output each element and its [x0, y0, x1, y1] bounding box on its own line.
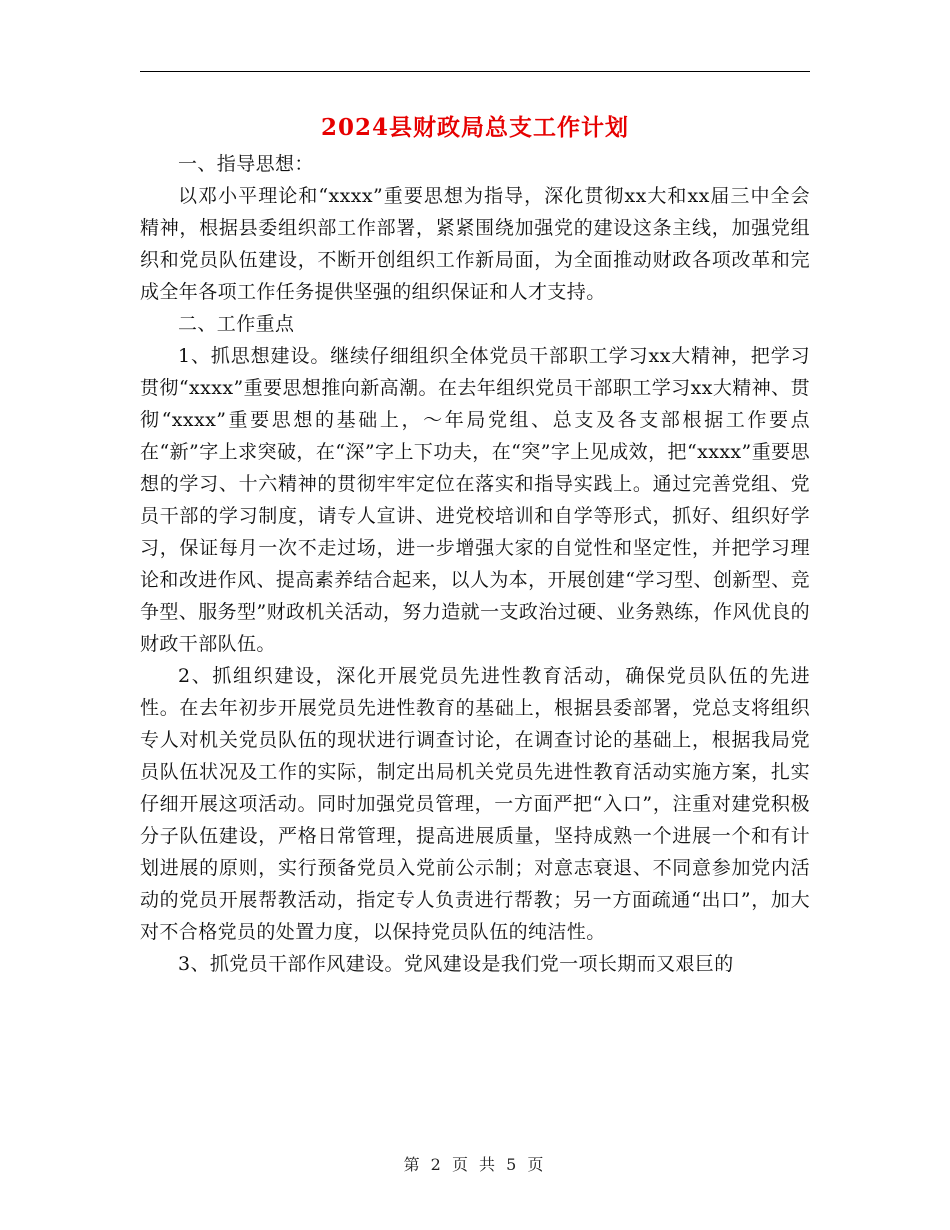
section-heading-guiding-ideology: 一、指导思想：: [178, 153, 314, 175]
header-rule: [140, 71, 810, 72]
paragraph-guiding-ideology: 以邓小平理论和“xxxx”重要思想为指导，深化贯彻xx大和xx届三中全会精神，根据县委组织部工作部署，紧紧围绕加强党的建设这条主线，加强党组织和党员队伍建设，不断开创组织工作新局面，为全面推动财政各项改革和完成全年各项工作任务提供坚强的组织保证和人才支持。: [140, 185, 810, 303]
document-title: 2024县财政局总支工作计划: [320, 114, 629, 141]
page-footer: 第 2 页 共 5 页: [403, 1155, 547, 1174]
document-body: [140, 148, 810, 980]
paragraph-work-style-building: 3、抓党员干部作风建设。党风建设是我们党一项长期而又艰巨的: [178, 953, 734, 975]
paragraph-ideological-building: 1、抓思想建设。继续仔细组织全体党员干部职工学习xx大精神，把学习贯彻“xxxx”重要思想推向新高潮。在去年组织党员干部职工学习xx大精神、贯彻“xxxx”重要思想的基础上，～年局党组、总支及各支部根据工作要点在“新”字上求突破，在“深”字上下功夫，在“突”字上见成效，把“xxxx”重要思想的学习、十六精神的贯彻牢牢定位在落实和指导实践上。通过完善党组、党员干部的学习制度，请专人宣讲、进党校培训和自学等形式，抓好、组织好学习，保证每月一次不走过场，进一步增强大家的自觉性和坚定性，并把学习理论和改进作风、提高素养结合起来，以人为本，开展创建“学习型、创新型、竞争型、服务型”财政机关活动，努力造就一支政治过硬、业务熟练，作风优良的财政干部队伍。: [140, 345, 810, 655]
paragraph-organizational-building: 2、抓组织建设，深化开展党员先进性教育活动，确保党员队伍的先进性。在去年初步开展党员先进性教育的基础上，根据县委部署，党总支将组织专人对机关党员队伍的现状进行调查讨论，在调查讨论的基础上，根据我局党员队伍状况及工作的实际，制定出局机关党员先进性教育活动实施方案，扎实仔细开展这项活动。同时加强党员管理，一方面严把“入口”，注重对建党积极分子队伍建设，严格日常管理，提高进展质量，坚持成熟一个进展一个和有计划进展的原则，实行预备党员入党前公示制；对意志衰退、不同意参加党内活动的党员开展帮教活动，指定专人负责进行帮教；另一方面疏通“出口”，加大对不合格党员的处置力度，以保持党员队伍的纯洁性。: [140, 665, 810, 943]
section-heading-work-focus: 二、工作重点: [178, 313, 295, 335]
